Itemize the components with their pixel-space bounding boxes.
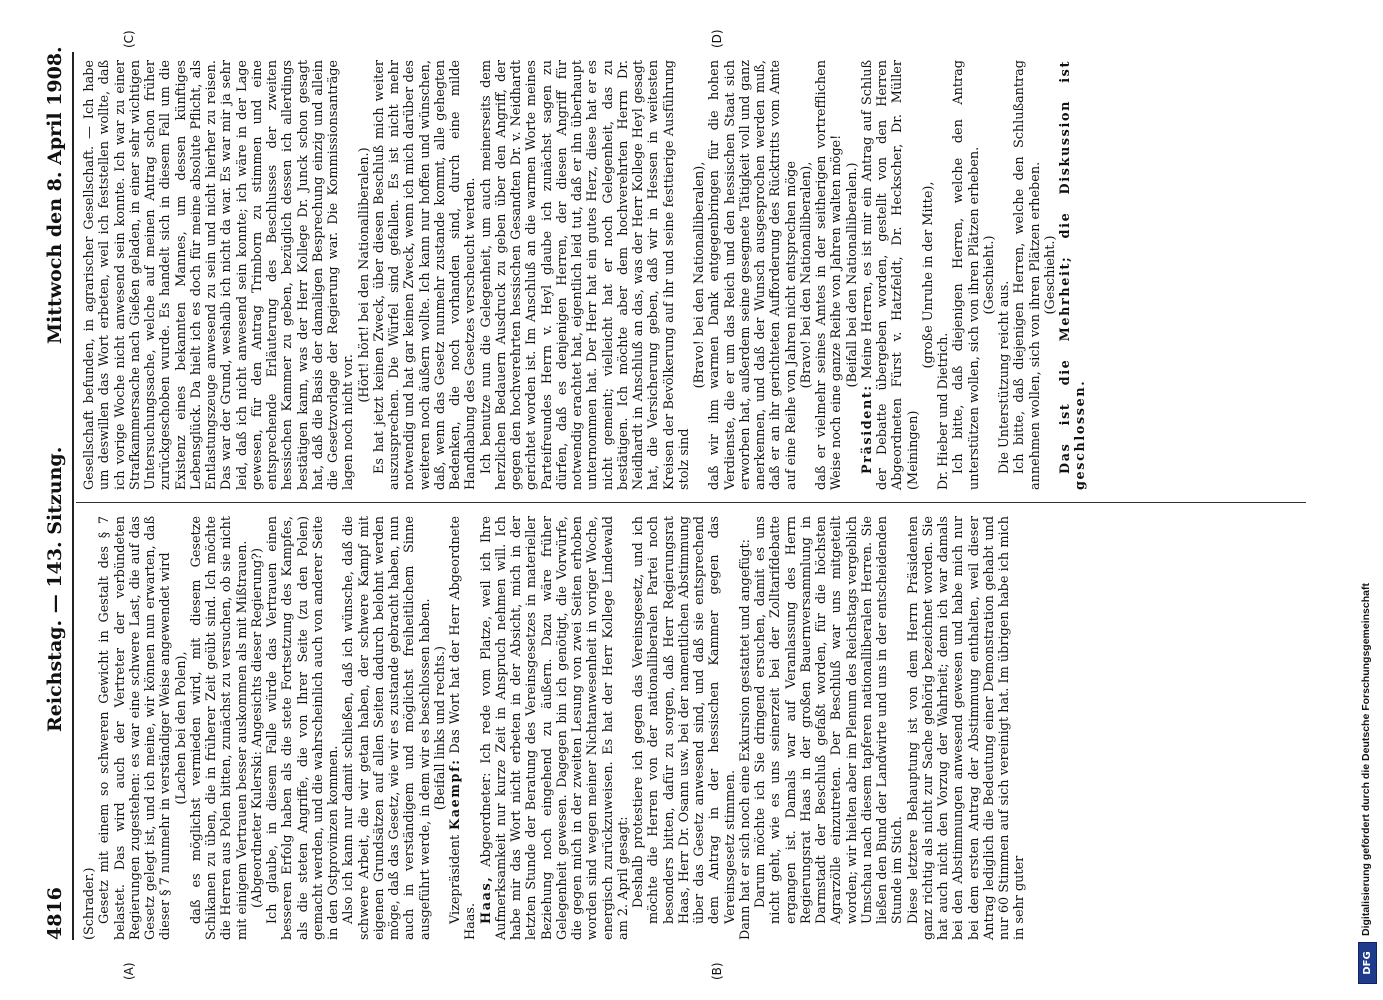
paragraph: daß er vielmehr seines Amtes in der seitherigen vortrefflichen Weise noch eine ganze Reihe von Jahren walten möge! — [814, 60, 845, 490]
speaker-heading: (Schrader.) — [82, 867, 97, 940]
speaker-paragraph — [448, 516, 479, 940]
paragraph: Die Unterstützung reicht aus. — [997, 280, 1012, 474]
quotation: Darum möchte ich Sie dringend ersuchen, damit es uns nicht geht, wie es uns seinerzeit bei der Zolltarifdebatte ergangen ist. Damals war auf Veranlassung des Herrn Regierungsrat Haas in der großen Bauernversammlung in Darmstadt der Beschluß gefaßt worden, für die höchsten Agrarzölle einzutreten. Der Beschluß war uns mitgeteilt worden; wir hielten aber im Plenum des Reichstags vergeblich Umschau nach diesem tapferen nationalliberalen Herren. Sie ließen den Bund der Landwirte und uns in der entscheidenden Stunde im Stich. — [753, 515, 906, 924]
paragraph: daß wir ihm warmen Dank entgegenbringen für die hohen Verdienste, die er um das Reich und den hessischen Staat sich erworben hat, außerdem seine gesegnete Tätigkeit voll und ganz anerkennen, und daß der Wunsch ausgesprochen werden muß, daß er an ihr gerichteten Aufforderung des Rücktritts vom Amte auf eine Reihe von Jahren nicht entsprechen möge — [707, 60, 799, 490]
paragraph: Das ist die Mehrheit; die Diskussion ist geschlossen. — [1058, 60, 1089, 490]
quotation: Deshalb protestiere ich gegen das Vereinsgesetz, und ich möchte die Herren von der nationalliberalen Partei noch besonders bitten, dafür zu sorgen, daß Herr Regierungsrat Haas, Herr Dr. Osann usw. bei der namentlichen Abstimmung über das Gesetz anwesend sind, und daß sie entsprechend dem Antrag in der hessischen Kammer gegen das Vereinsgesetz stimmen. — [631, 516, 738, 924]
speaker-paragraph — [860, 60, 921, 490]
interjection: (Bravo! bei den Nationalliberalen), — [692, 161, 707, 389]
interjection: (Hört! hört! bei den Nationalliberalen.) — [356, 147, 372, 403]
paragraph: Dr. Hieber und Dietrich. — [936, 332, 951, 490]
speaker-title: Vizepräsident — [448, 834, 463, 924]
paragraph: Gesellschaft befunden, in agrarischer Gesellschaft. — Ich habe um deswillen das Wort erbeten, weil ich feststellen wollte, daß ich vorige Woche nicht anwesend sein konnte. Ich war zu einer Strafkammersache nach Gießen geladen, in einer sehr wichtigen Untersuchungssache, welche auf meinen Antrag schon früher zurückgeschoben wurde. Es handelt sich in diesem Fall um die Existenz eines bekannten Mannes, um dessen künftiges Lebensglück. Da hielt ich es doch für meine absolute Pflicht, als Entlastungszeuge anwesend zu sein und nicht hierher zu reisen. Das war der Grund, weshalb ich nicht da war. Es war mir ja sehr leid, daß ich nicht anwesend sein konnte; ich wäre in der Lage gewesen, für den Antrag Trimborn zu stimmen und eine entsprechende Erläuterung des Beschlusses der zweiten hessischen Kammer zu geben, bezüglich dessen ich allerdings bestätigen kann, was der Herr Kollege Dr. Junck schon gesagt hat, daß die Basis der damaligen Besprechung einzig und allein die Gesetzvorlage der Regierung war. Die Kommissionsanträge lagen noch nicht vor. — [82, 60, 357, 490]
interjection: (Geschieht.) — [1042, 235, 1058, 315]
interjection: (Beifall bei den Nationalliberalen.) — [844, 162, 860, 388]
paragraph: Gesetz mit einem so schweren Gewicht in Gestalt des § 7 belastet. Das wird auch der Vertreter der verbündeten Regierungen zugestehen: es war eine schwere Last, die auf das Gesetz gelegt ist, und ich meine, wir können nun erwarten, daß dieser § 7 nunmehr in verständiger Weise angewendet wird — [97, 516, 174, 940]
speaker-name: Präsident: — [859, 384, 875, 474]
paragraph: Ich benutze nun die Gelegenheit, um auch meinerseits dem herzlichen Bedauern Ausdruck zu geben über den Angriff, der gegen den hochverehrten hessischen Gesandten Dr. v. Neidhardt gerichtet worden ist. Im Anschluß an die warmen Worte meines Parteifreundes Herrn v. Heyl glaube ich zunächst sagen zu dürfen, daß es denjenigen Herren, der diesen Angriff für notwendig erachtet hat, eigentlich leid tut, daß er ihn überhaupt unternommen hat. Der Herr hat ein gutes Herz, diese hat er es nicht gemeint; vielleicht hat er noch Gelegenheit, das zu bestätigen. Ich möchte aber dem hochverehrten Herrn Dr. Neidhardt in Anschluß an das, was der Herr Kollege Heyl gesagt hat, die Versicherung geben, daß wir in Hessen in weitesten Kreisen der Bevölkerung auf ihr und seine festtierige Ausführung stolz sind — [478, 60, 692, 490]
paragraph: Ich bitte, daß diejenigen Herren, welche den Antrag unterstützen wollen, sich von ihren Plätzen erheben. — [951, 60, 982, 490]
column-divider — [76, 502, 1306, 503]
margin-mark-c: (C) — [122, 30, 136, 48]
speech-text: Abgeordneter: Ich rede vom Platze, weil ich Ihre Aufmerksamkeit nur kurze Zeit in Anspruch nehmen will. Ich habe mir das Wort nicht erbeten in der Absicht, mich in der letzten Stunde der Beratung des Vereinsgesetzes in materieller Beziehung noch eingehend zu äußern. Dazu wäre früher Gelegenheit gewesen. Dagegen bin ich genötigt, die Vorwürfe, die gegen mich in der zweiten Lesung von zwei Seiten erhoben worden sind wegen meiner Nichtanwesenheit in voriger Woche, energisch zurückzuweisen. Es hat der Herr Kollege Lindewald am 2. April gesagt: — [478, 516, 631, 940]
paragraph: Ich glaube, in diesem Falle würde das Vertrauen einen besseren Erfolg haben als die stete Fortsetzung des Kampfes, als die steten Angriffe, die von Ihrer Seite (zu den Polen) gemacht werden, und die wahrscheinlich auch von anderer Seite in den Ostprovinzen kommen. — [265, 516, 341, 940]
interjection: (Lachen bei den Polen), — [173, 651, 189, 805]
interjection: (Beifall links und rechts.) — [432, 645, 448, 811]
speech-text: Meine Herren, es ist mir ein Antrag auf Schluß der Debatte übergeben worden, gestellt von den Herren Abgeordneten Fürst v. Hatzfeldt, Dr. Heckscher, Dr. Müller (Meiningen) — [859, 60, 921, 490]
digitization-credit: Digitalisierung gefördert durch die Deutsche Forschungsgemeinschaft — [1360, 583, 1372, 936]
margin-mark-d: (D) — [710, 29, 724, 48]
dfg-logo: DFG — [1358, 942, 1377, 984]
page-number: 4816 — [44, 887, 66, 940]
margin-mark-b: (B) — [710, 962, 724, 980]
paragraph: Es hat jetzt keinen Zweck, über diesen Beschluß mich weiter auszusprechen. Die Würfel sind gefallen. Es ist nicht mehr notwendig und hat gar keinen Zweck, wenn ich mich darüber des weiteren noch äußern wollte. Ich kann nur hoffen und wünschen, daß, wenn das Gesetz nunmehr zustande kommt, alle gehegten Bedenken, die noch vorhanden sind, durch eine milde Handhabung des Gesetzes verscheucht werden. — [371, 60, 479, 490]
speaker-name: Kaempf: — [448, 758, 463, 830]
paragraph: Diese letztere Behauptung ist von dem Herrn Präsidenten ganz richtig als nicht zur Sache gehörig bezeichnet worden. Sie hat auch nicht den Vorzug der Wahrheit; denn ich war damals bei den Abstimmungen anwesend gewesen und habe mich nur bei dem ersten Antrag der Abstimmung enthalten, weil dieser Antrag lediglich die Bedeutung einer Demonstration gehabt und nur 60 Stimmen auf sich vereinigt hat. Im übrigen habe ich mich in sehr guter — [905, 516, 1028, 940]
right-column — [82, 60, 1089, 490]
interjection: (Bravo! bei den Nationalliberalen), — [798, 161, 814, 389]
session-title: Reichstag. — 143. Sitzung. — [44, 446, 66, 732]
interjection: (große Unruhe in der Mitte), — [920, 181, 936, 369]
paragraph: daß es möglichst vermieden wird, mit diesem Gesetze Schikanen zu üben, die in früherer Zeit geübt sind. Ich möchte die Herren aus Polen bitten, zunächst zu versuchen, ob sie nicht mit einigem Vertrauen besser auskommen als mit Mißtrauen. — [188, 516, 250, 940]
interjection: (Geschieht.) — [981, 235, 997, 315]
paragraph: Dann hat er sich noch eine Exkursion gestattet und angefügt: — [737, 539, 753, 940]
margin-mark-a: (A) — [122, 962, 136, 980]
paragraph: Also ich kann nur damit schließen, daß ich wünsche, daß die schwere Arbeit, die wir getan haben, der schwere Kampf mit eigenen Grundsätzen auf allen Seiten dadurch belohnt werden möge, daß das Gesetz, wie wir es zustande gebracht haben, nun auch in verständigem und möglichst freiheitlichem Sinne ausgeführt werde, in dem wir es beschlossen haben. — [341, 516, 433, 940]
paragraph: Ich bitte, daß diejenigen Herren, welche den Schlußantrag annehmen wollen, sich von ihren Plätzen erheben. — [1012, 60, 1043, 490]
header-rule — [72, 52, 74, 940]
speaker-name: Haas, — [478, 875, 494, 924]
speaker-paragraph — [479, 516, 632, 940]
left-column — [82, 516, 1028, 940]
speech-text: Das Wort hat der Herr Abgeordnete Haas. — [448, 516, 479, 940]
page-header — [44, 46, 70, 940]
interjection: (Abgeordneter Kulerski: Angesichts dieser Regierung?) — [249, 548, 265, 909]
session-date: Mittwoch den 8. April 1908. — [44, 46, 66, 344]
